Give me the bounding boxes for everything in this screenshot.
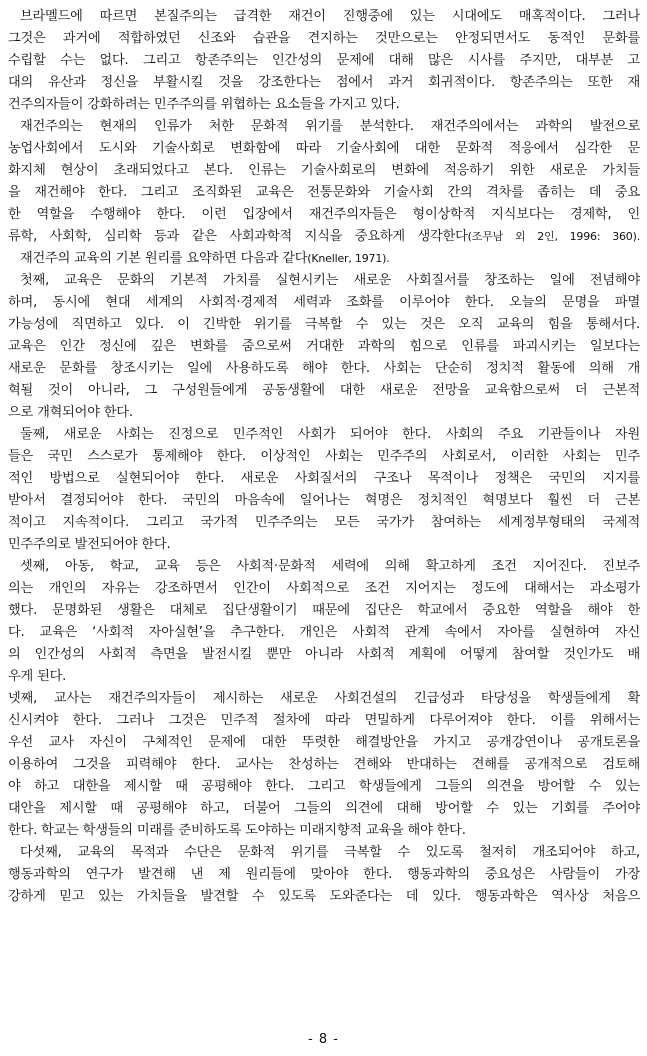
text-line: 강하게 믿고 있는 가치들을 발견할 수 있도록 도와준다는 데 있다. 행동과학은 역사상 처음으 xyxy=(8,889,640,904)
text-line: 우게 된다. xyxy=(8,669,67,684)
text-line: 적이고 지속적이다. 그리고 국가적 민주주의는 모든 국가가 참여하는 세계정부형태의 국제적 xyxy=(8,515,640,530)
text-line: 을 재건해야 한다. 그리고 조직화된 교육은 전통문화와 기술사회 간의 격차를 좁히는 데 중요 xyxy=(8,185,640,200)
text-line: 하며, 동시에 현대 세계의 사회적·경제적 세력과 조화를 이루어야 한다. 오늘의 문명을 파멸 xyxy=(8,295,640,310)
text-line: 한 역할을 수행해야 한다. 이런 입장에서 재건주의자들은 형이상학적 지식보다는 경제학, 인 xyxy=(8,207,640,222)
text-line: 셋째, 아동, 학교, 교육 등은 사회적·문화적 세력에 의해 확고하게 조건 지어진다. 진보주 xyxy=(20,559,640,574)
text-line: 가능성에 직면하고 있다. 이 긴박한 위기를 극복할 수 있는 것은 오직 교육의 힘을 통해서다. xyxy=(8,317,640,332)
text-line: 다. 교육은 ‘사회적 자아실현’을 추구한다. 개인은 사회적 관계 속에서 자아를 실현하여 자신 xyxy=(8,625,640,640)
text-line: 첫째, 교육은 문화의 기본적 가치를 실현시키는 새로운 사회질서를 창조하는 일에 전념해야 xyxy=(20,273,640,288)
text-line-with-citation xyxy=(8,248,640,270)
text-line: 의는 개인의 자유는 강조하면서 인간이 사회적으로 조건 지어지는 정도에 대해서는 과소평가 xyxy=(8,581,640,596)
text-line: 신시켜야 한다. 그러나 그것은 민주적 절차에 따라 면밀하게 다루어져야 한다. 이를 위해서는 xyxy=(8,713,640,728)
text-line: 그것은 과거에 적합하였던 신조와 습관을 견지하는 것만으로는 안정되면서도 동적인 문화를 xyxy=(8,31,640,46)
text-line: 둘째, 새로운 사회는 진정으로 민주적인 사회가 되어야 한다. 사회의 주요 기관들이나 자원 xyxy=(20,427,640,442)
text-line: 화지체 현상이 초래되었다고 본다. 인류는 기술사회로의 변화에 적응하기 위한 새로운 가치들 xyxy=(8,163,640,178)
text-line: 으로 개혁되어야 한다. xyxy=(8,405,133,420)
text-line: 들은 국민 스스로가 통제해야 한다. 이상적인 사회는 민주주의 사회로서, 이러한 사회는 민주 xyxy=(8,449,640,464)
text-line: 대의 유산과 정신을 부활시킬 것을 강조한다는 점에서 과거 회귀적이다. 항존주의는 또한 재 xyxy=(8,75,640,90)
body-text xyxy=(8,6,640,908)
text-line: 브라멜드에 따르면 본질주의는 급격한 재건이 진행중에 있는 시대에도 매혹적이다. 그러나 xyxy=(20,9,640,24)
text-line: 혁될 것이 아니라, 그 구성원들에게 공동생활에 대한 새로운 전망을 교육함으로써 더 근본적 xyxy=(8,383,640,398)
text-line: 다섯째, 교육의 목적과 수단은 문화적 위기를 극복할 수 있도록 철저히 개조되어야 하고, xyxy=(20,845,640,860)
text-line: 재건주의는 현재의 인류가 처한 문화적 위기를 분석한다. 재건주의에서는 과학의 발전으로 xyxy=(20,119,640,134)
text-line: 건주의자들이 강화하려는 민주주의를 위협하는 요소들을 가지고 있다. xyxy=(8,97,400,112)
text-line: 야 하고 대한을 제시할 때 공평해야 한다. 그리고 학생들에게 그들의 의견을 방어할 수 있는 xyxy=(8,779,640,794)
text-line: 적인 방법으로 실현되어야 한다. 새로운 사회질서의 구조나 목적이나 정책은 국민의 지지를 xyxy=(8,471,640,486)
text-line: 한다. 학교는 학생들의 미래를 준비하도록 도야하는 미래지향적 교육을 해야 한다. xyxy=(8,823,466,838)
citation: (Kneller, 1971). xyxy=(307,252,390,265)
text-line: 교육은 인간 정신에 깊은 변화를 줌으로써 거대한 과학의 힘으로 인류를 파괴시키는 일보다는 xyxy=(8,339,640,354)
text-line: 민주주의로 발전되어야 한다. xyxy=(8,537,171,552)
text-line: 우선 교사 자신이 구체적인 문제에 대한 뚜렷한 해결방안을 가지고 공개강연이나 공개토론을 xyxy=(8,735,640,750)
text-line-part: 재건주의 교육의 기본 원리를 요약하면 다음과 같다 xyxy=(20,251,308,266)
text-line: 수립할 수는 없다. 그리고 항존주의는 인간성의 문제에 대해 많은 시사를 주지만, 대부분 고 xyxy=(8,53,640,68)
text-line: 받아서 결정되어야 한다. 국민의 마음속에 일어나는 혁명은 정치적인 혁명보다 훨씬 더 근본 xyxy=(8,493,640,508)
text-line: 새로운 문화를 창조시키는 일에 사용하도록 해야 한다. 사회는 단순히 정치적 활동에 의해 개 xyxy=(8,361,640,376)
text-line: 농업사회에서 도시와 기술사회로 변화함에 따라 기술사회에 대한 문화적 적응에서 심각한 문 xyxy=(8,141,640,156)
text-line: 했다. 문명화된 생활은 대체로 집단생활이기 때문에 집단은 학교에서 중요한 역할을 해야 한 xyxy=(8,603,640,618)
text-line: 대안을 제시할 때 공평해야 하고, 더불어 그들의 의견에 대해 방어할 수 있는 기회를 주어야 xyxy=(8,801,640,816)
page-number: - 8 - xyxy=(308,1032,339,1047)
citation: (조무남 외 2인, 1996: 360). xyxy=(467,230,640,243)
text-line: 넷째, 교사는 재건주의자들이 제시하는 새로운 사회건설의 긴급성과 타당성을 학생들에게 확 xyxy=(8,691,640,706)
text-line-part: 류학, 사회학, 심리학 등과 같은 사회과학적 지식을 중요하게 생각한다 xyxy=(8,229,468,244)
text-line: 의 인간성의 사회적 측면을 발전시킬 뿐만 아니라 사회적 계획에 어떻게 참여할 것인가도 배 xyxy=(8,647,640,662)
text-line-with-citation xyxy=(8,226,640,248)
text-line: 행동과학의 연구가 발견해 낸 제 원리들에 맞아야 한다. 행동과학의 중요성은 사람들이 가장 xyxy=(8,867,640,882)
text-line: 이용하여 그것을 피력해야 한다. 교사는 찬성하는 견해와 반대하는 견해를 공개적으로 검토해 xyxy=(8,757,640,772)
